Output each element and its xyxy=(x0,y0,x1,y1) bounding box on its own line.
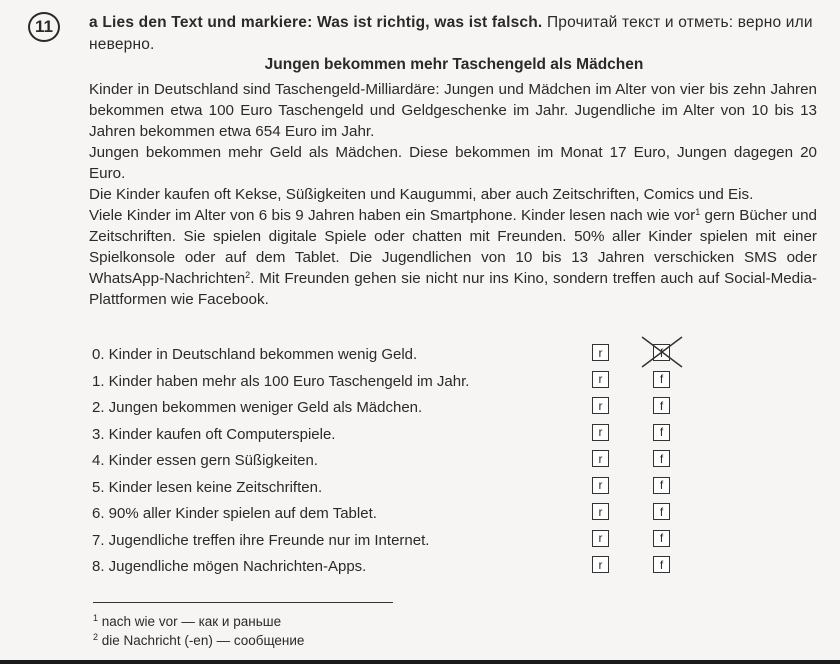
statement-row xyxy=(92,476,692,503)
footnote-ref-2: 2 xyxy=(245,270,251,280)
reading-text xyxy=(89,79,817,310)
paragraph-4-part-a: Viele Kinder im Alter von 6 bis 9 Jahren haben ein Smartphone. Kinder lesen nach wie vor xyxy=(89,207,696,224)
task-number: 11 xyxy=(35,17,53,36)
richtig-checkbox[interactable]: r xyxy=(592,397,609,414)
paragraph-2: Jungen bekommen mehr Geld als Mädchen. Diese bekommen im Monat 17 Euro, Jungen dagegen 20 Euro. xyxy=(89,144,817,182)
footnote-divider xyxy=(93,602,393,603)
statement-text: 3. Kinder kaufen oft Computerspiele. xyxy=(92,425,336,443)
richtig-checkbox[interactable]: r xyxy=(592,477,609,494)
instruction-russian: Прочитай текст и отметь: верно или неверно. xyxy=(89,14,813,53)
statement-text: 1. Kinder haben mehr als 100 Euro Taschengeld im Jahr. xyxy=(92,372,470,390)
richtig-checkbox[interactable]: r xyxy=(592,450,609,467)
text-title: Jungen bekommen mehr Taschengeld als Mädchen xyxy=(264,56,644,73)
falsch-checkbox[interactable]: f xyxy=(653,371,670,388)
footnotes xyxy=(93,612,304,650)
footnote-2-text: die Nachricht (-en) — сообщение xyxy=(101,633,305,648)
falsch-checkbox[interactable]: f xyxy=(653,450,670,467)
cross-mark-icon xyxy=(640,335,684,369)
task-number-badge xyxy=(28,12,60,42)
statement-text: 5. Kinder lesen keine Zeitschriften. xyxy=(92,478,323,496)
footnote-ref-1: 1 xyxy=(695,207,701,217)
statement-row xyxy=(92,529,692,556)
statement-text: 7. Jugendliche treffen ihre Freunde nur im Internet. xyxy=(92,531,430,549)
paragraph-4-part-c: . Mit Freunden gehen sie nicht nur ins Kino, sondern treffen auch auf Social-Media-Plattformen wie Facebook. xyxy=(89,270,817,308)
statement-text: 4. Kinder essen gern Süßigkeiten. xyxy=(92,452,318,469)
statement-row xyxy=(92,423,692,450)
footnote-1-mark: 1 xyxy=(93,613,99,623)
falsch-checkbox[interactable]: f xyxy=(653,477,670,494)
paragraph-3: Die Kinder kaufen oft Kekse, Süßigkeiten und Kaugummi, aber auch Zeitschriften, Comics und Eis. xyxy=(89,186,754,203)
falsch-checkbox[interactable]: f xyxy=(653,556,670,573)
footnote-2 xyxy=(93,631,304,650)
footnote-2-mark: 2 xyxy=(93,632,99,642)
richtig-checkbox[interactable]: r xyxy=(592,556,609,573)
footnote-1-text: nach wie vor — как и раньше xyxy=(101,614,282,629)
statement-text: 8. Jugendliche mögen Nachrichten-Apps. xyxy=(92,558,367,575)
falsch-checkbox[interactable]: f xyxy=(653,503,670,520)
richtig-checkbox[interactable]: r xyxy=(592,371,609,388)
richtig-checkbox[interactable]: r xyxy=(592,503,609,520)
statement-row xyxy=(92,396,692,423)
statement-list xyxy=(92,343,692,582)
richtig-checkbox[interactable]: r xyxy=(592,424,609,441)
richtig-checkbox[interactable]: r xyxy=(592,530,609,547)
falsch-checkbox[interactable]: f xyxy=(653,530,670,547)
footnote-1 xyxy=(93,612,304,631)
statement-row xyxy=(92,343,692,370)
paragraph-4 xyxy=(89,205,817,310)
statement-row xyxy=(92,555,692,582)
task-instruction xyxy=(89,12,819,56)
statement-row xyxy=(92,502,692,529)
statement-text: 2. Jungen bekommen weniger Geld als Mädchen. xyxy=(92,399,423,416)
instruction-german: a Lies den Text und markiere: Was ist richtig, was ist falsch. xyxy=(89,14,543,31)
richtig-checkbox[interactable]: r xyxy=(592,344,609,361)
falsch-checkbox[interactable]: f xyxy=(653,397,670,414)
falsch-checkbox[interactable]: f xyxy=(653,424,670,441)
statement-text: 6. 90% aller Kinder spielen auf dem Tablet. xyxy=(92,505,377,522)
statement-row xyxy=(92,449,692,476)
statement-text: 0. Kinder in Deutschland bekommen wenig Geld. xyxy=(92,346,418,363)
page-bottom-border xyxy=(0,660,840,664)
statement-row xyxy=(92,370,692,397)
paragraph-4-part-b: gern Bücher und Zeitschriften. Sie spielen digitale Spiele oder chatten mit Freunden. 50% aller Kinder spielen mit einer Spielkonsole oder auf dem Tablet. Die Jugendlichen von 10 bis 13 Jahren verschicken SMS oder WhatsApp-Nachrichten xyxy=(89,207,817,287)
paragraph-1: Kinder in Deutschland sind Taschengeld-Milliardäre: Jungen und Mädchen im Alter von vier bis zehn Jahren bekommen etwa 100 Euro Taschengeld und Geldgeschenke im Jahr. Jugendliche im Alter von 10 bis 13 Jahren bekommen etwa 654 Euro im Jahr. xyxy=(89,81,817,140)
